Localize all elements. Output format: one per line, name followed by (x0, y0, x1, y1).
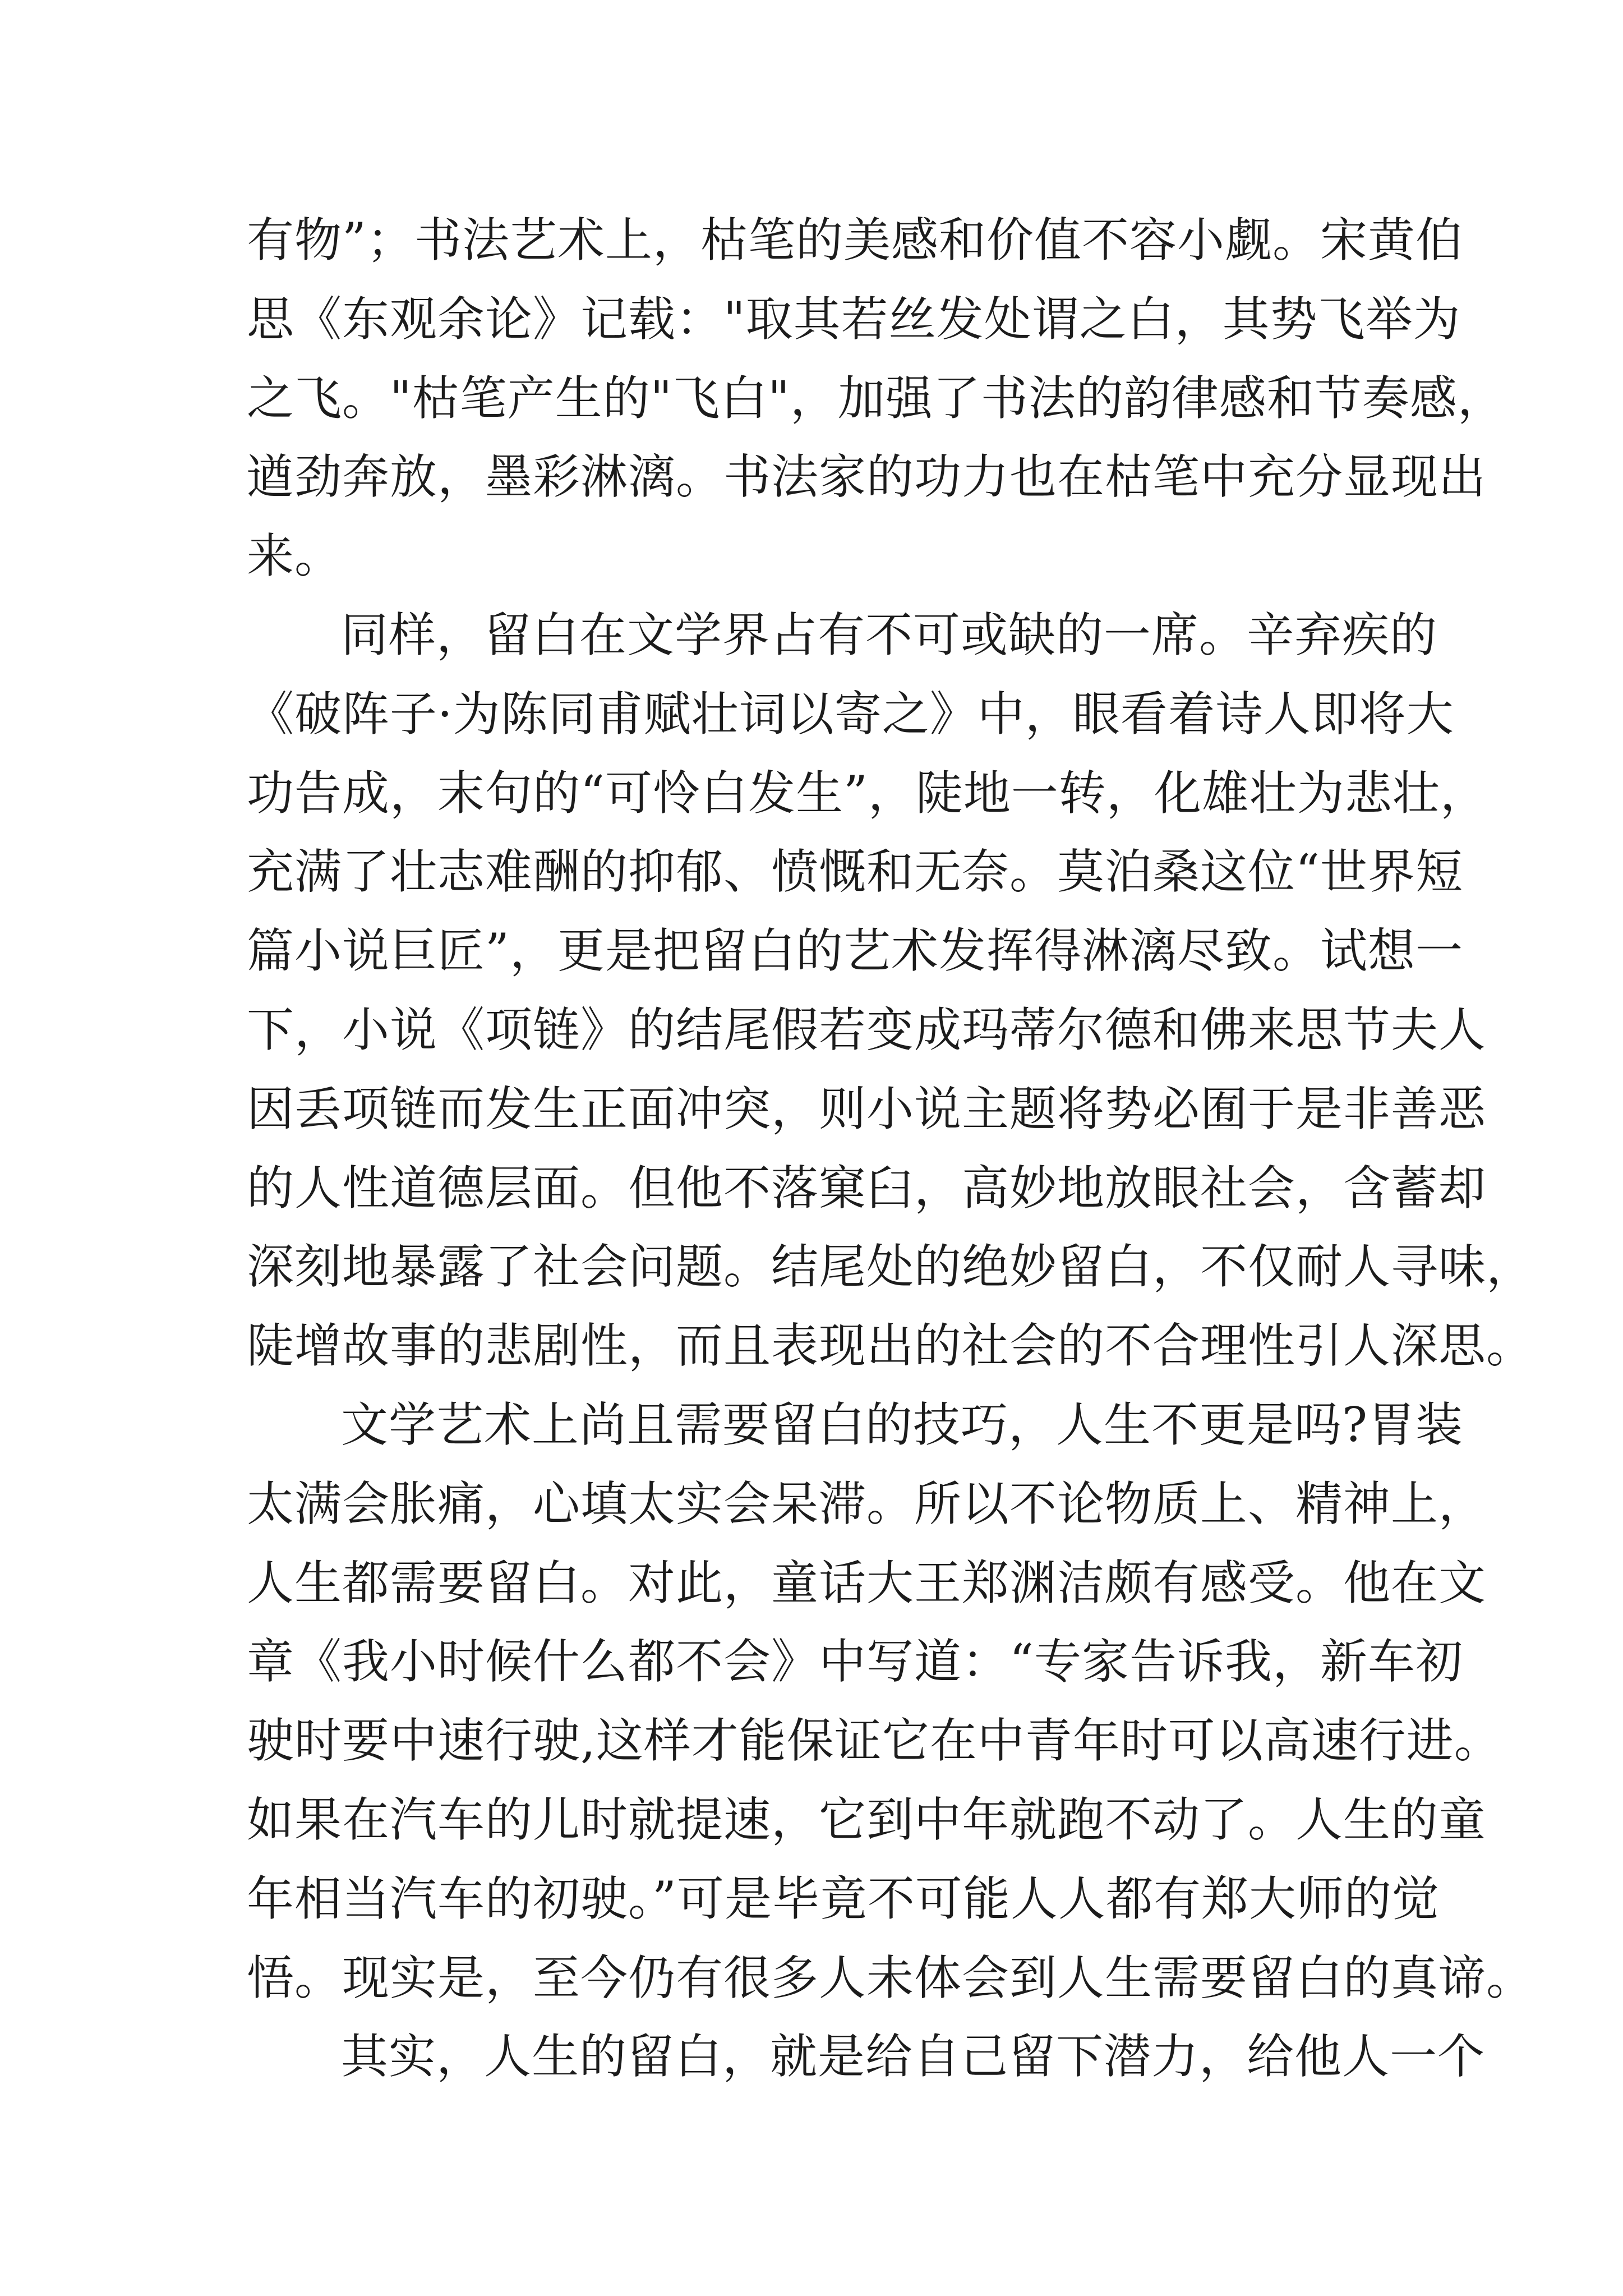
text-line: 功告成，末句的“可怜白发生”，陡地一转，化雄壮为悲壮， (247, 765, 1488, 821)
text-line: 篇小说巨匠”，更是把留白的艺术发挥得淋漓尽致。试想一 (247, 923, 1463, 979)
text-line: 人生都需要留白。对此，童话大王郑渊洁颇有感受。他在文 (247, 1555, 1487, 1611)
text-line: 遒劲奔放，墨彩淋漓。书法家的功力也在枯笔中充分显现出 (247, 449, 1487, 505)
paragraph-start-line: 文学艺术上尚且需要留白的技巧，人生不更是吗?胃装 (341, 1397, 1464, 1452)
text-line: 年相当汽车的初驶。”可是毕竟不可能人人都有郑大师的觉 (247, 1871, 1440, 1926)
text-line: 的人性道德层面。但他不落窠臼，高妙地放眼社会，含蓄却 (247, 1160, 1487, 1216)
text-line: 来。 (247, 528, 343, 584)
text-line: 驶时要中速行驶,这样才能保证它在中青年时可以高速行进。 (247, 1713, 1502, 1769)
text-line: 因丢项链而发生正面冲突，则小说主题将势必囿于是非善恶 (247, 1081, 1487, 1137)
text-line: 陡增故事的悲剧性，而且表现出的社会的不合理性引人深思。 (247, 1318, 1534, 1374)
text-line: 下，小说《项链》的结尾假若变成玛蒂尔德和佛来思节夫人 (247, 1002, 1487, 1057)
paragraph-start-line: 其实，人生的留白，就是给自己留下潜力，给他人一个 (341, 2029, 1486, 2085)
text-line: 之飞。"枯笔产生的"飞白"，加强了书法的韵律感和节奏感， (247, 370, 1505, 426)
text-line: 有物”；书法艺术上，枯笔的美感和价值不容小觑。宋黄伯 (247, 213, 1463, 268)
text-line: 《破阵子·为陈同甫赋壮词以寄之》中，眼看着诗人即将大 (247, 686, 1454, 742)
text-line: 深刻地暴露了社会问题。结尾处的绝妙留白，不仅耐人寻味， (247, 1239, 1534, 1295)
body-text (247, 201, 1534, 2096)
text-line: 如果在汽车的儿时就提速，它到中年就跑不动了。人生的童 (247, 1792, 1487, 1847)
text-line: 太满会胀痛，心填太实会呆滞。所以不论物质上、精神上， (247, 1476, 1487, 1531)
text-line: 章《我小时候什么都不会》中写道：“专家告诉我，新车初 (247, 1634, 1463, 1690)
text-line: 思《东观余论》记载："取其若丝发处谓之白，其势飞举为 (247, 291, 1461, 347)
text-line: 充满了壮志难酬的抑郁、愤慨和无奈。莫泊桑这位“世界短 (247, 844, 1463, 900)
paragraph-start-line: 同样，留白在文学界占有不可或缺的一席。辛弃疾的 (341, 607, 1438, 662)
text-line: 悟。现实是，至今仍有很多人未体会到人生需要留白的真谛。 (247, 1950, 1534, 2005)
